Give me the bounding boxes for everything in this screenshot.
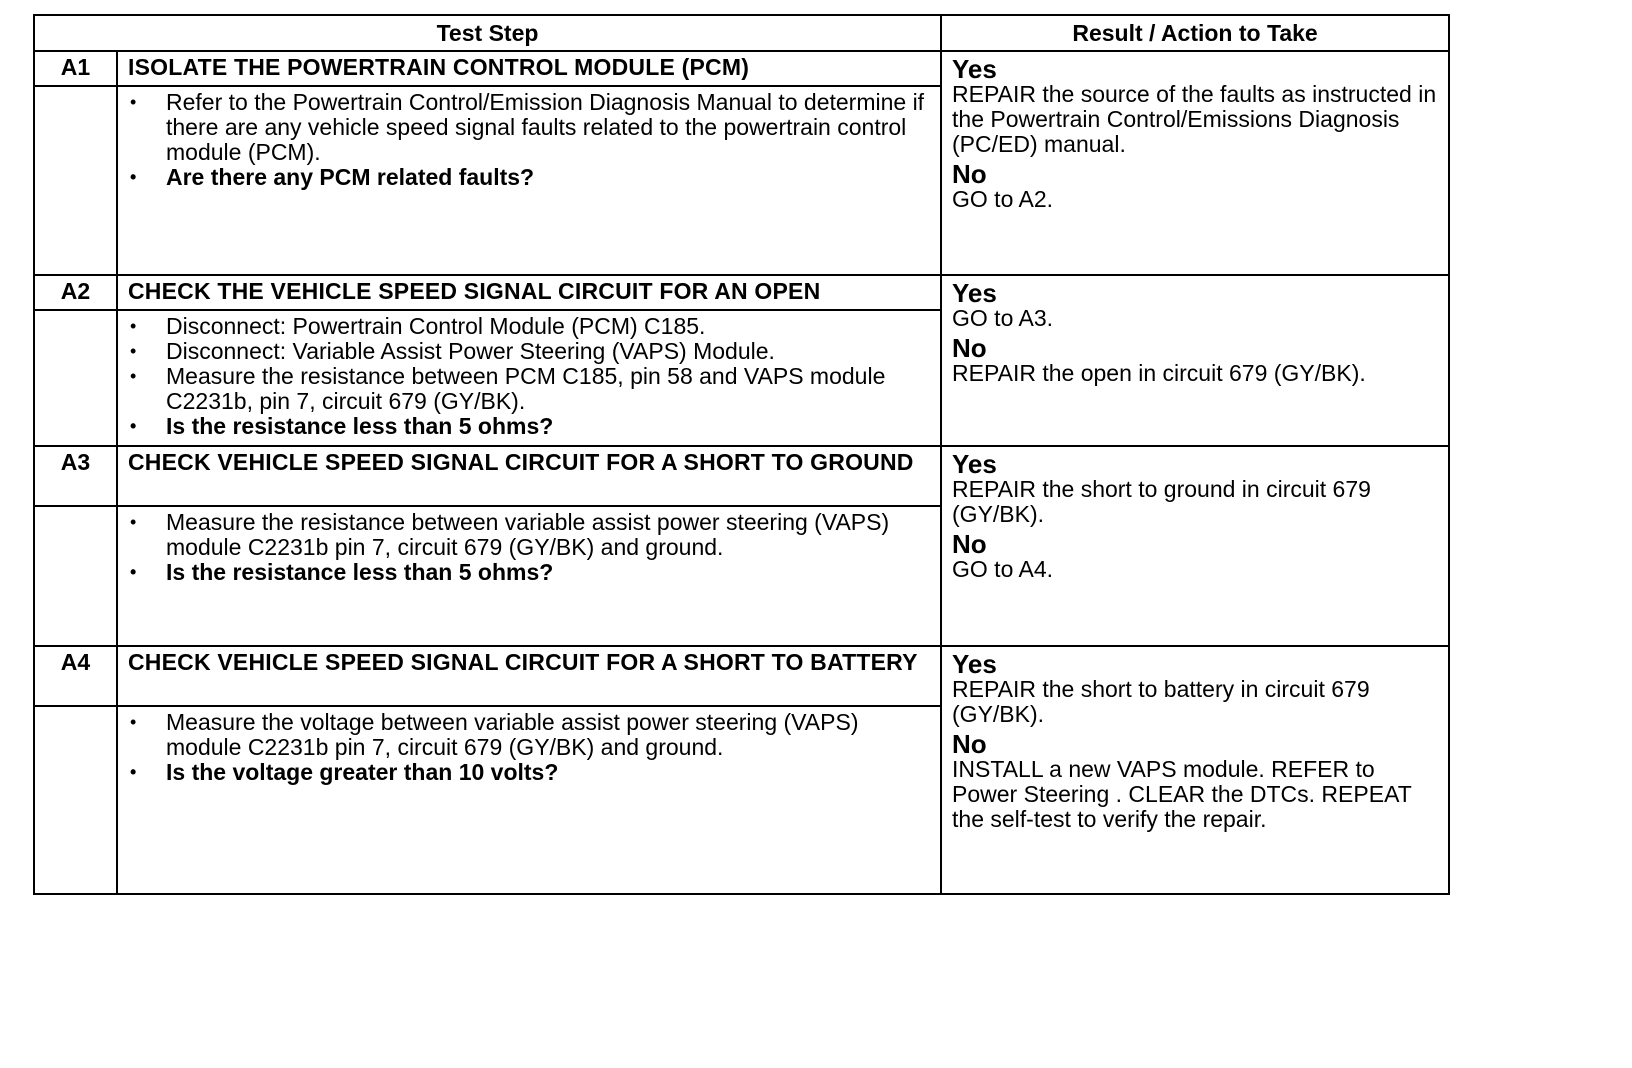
- no-label: No: [952, 729, 987, 759]
- no-action: INSTALL a new VAPS module. REFER to Power Steering . CLEAR the DTCs. REPEAT the self-test to verify the repair.: [952, 756, 1412, 832]
- yes-action: REPAIR the source of the faults as instructed in the Powertrain Control/Emissions Diagnosis (PC/ED) manual.: [952, 81, 1437, 157]
- step-a2-yes: [952, 280, 1438, 331]
- list-item: • Disconnect: Variable Assist Power Steering (VAPS) Module.: [128, 339, 930, 364]
- list-item: • Measure the resistance between PCM C185, pin 58 and VAPS module C2231b, pin 7, circuit 679 (GY/BK).: [128, 364, 930, 414]
- yes-action: REPAIR the short to ground in circuit 679 (GY/BK).: [952, 476, 1371, 527]
- step-a4-body: [117, 706, 941, 894]
- step-a4-title-row: [34, 646, 1449, 706]
- step-a4-title: CHECK VEHICLE SPEED SIGNAL CIRCUIT FOR A SHORT TO BATTERY: [117, 646, 941, 706]
- step-a1-id: A1: [34, 51, 117, 86]
- list-item-question: • Is the resistance less than 5 ohms?: [128, 414, 930, 439]
- yes-label: Yes: [952, 54, 997, 84]
- step-a1-no: [952, 161, 1438, 212]
- header-test-step: Test Step: [34, 15, 941, 51]
- step-a4-result: [941, 646, 1449, 894]
- step-a3-id-blank: [34, 506, 117, 646]
- step-a1-bullets: [128, 90, 930, 190]
- yes-action: GO to A3.: [952, 305, 1054, 331]
- step-a2-title: CHECK THE VEHICLE SPEED SIGNAL CIRCUIT FOR AN OPEN: [117, 275, 941, 310]
- step-a3-title: CHECK VEHICLE SPEED SIGNAL CIRCUIT FOR A SHORT TO GROUND: [117, 446, 941, 506]
- diagnostic-test-table: [33, 14, 1450, 895]
- step-a2-result: [941, 275, 1449, 446]
- step-a3-body: [117, 506, 941, 646]
- step-a4-yes: [952, 651, 1438, 727]
- step-a1-id-blank: [34, 86, 117, 275]
- no-label: No: [952, 159, 987, 189]
- list-item: • Refer to the Powertrain Control/Emission Diagnosis Manual to determine if there are any vehicle speed signal faults related to the powertrain control module (PCM).: [128, 90, 930, 165]
- yes-action: REPAIR the short to battery in circuit 679 (GY/BK).: [952, 676, 1370, 727]
- step-a1-title: ISOLATE THE POWERTRAIN CONTROL MODULE (PCM): [117, 51, 941, 86]
- list-item-question: • Is the voltage greater than 10 volts?: [128, 760, 930, 785]
- yes-label: Yes: [952, 649, 997, 679]
- step-a3-bullets: [128, 510, 930, 585]
- step-a3-result: [941, 446, 1449, 646]
- step-a3-no: [952, 531, 1438, 582]
- no-action: GO to A2.: [952, 186, 1054, 212]
- yes-label: Yes: [952, 278, 997, 308]
- list-item-question: • Is the resistance less than 5 ohms?: [128, 560, 930, 585]
- yes-label: Yes: [952, 449, 997, 479]
- step-a4-bullets: [128, 710, 930, 785]
- step-a3-id: A3: [34, 446, 117, 506]
- step-a4-id: A4: [34, 646, 117, 706]
- step-a2-no: [952, 335, 1438, 386]
- step-a1-result: [941, 51, 1449, 275]
- list-item: • Measure the voltage between variable assist power steering (VAPS) module C2231b pin 7, circuit 679 (GY/BK) and ground.: [128, 710, 930, 760]
- table-header-row: [34, 15, 1449, 51]
- step-a1-body: [117, 86, 941, 275]
- list-item: • Measure the resistance between variable assist power steering (VAPS) module C2231b pin 7, circuit 679 (GY/BK) and ground.: [128, 510, 930, 560]
- step-a2-bullets: [128, 314, 930, 439]
- list-item: • Disconnect: Powertrain Control Module (PCM) C185.: [128, 314, 930, 339]
- step-a2-id-blank: [34, 310, 117, 446]
- step-a2-id: A2: [34, 275, 117, 310]
- no-label: No: [952, 333, 987, 363]
- step-a3-title-row: [34, 446, 1449, 506]
- no-label: No: [952, 529, 987, 559]
- no-action: GO to A4.: [952, 556, 1054, 582]
- step-a3-yes: [952, 451, 1438, 527]
- list-item-question: • Are there any PCM related faults?: [128, 165, 930, 190]
- step-a4-id-blank: [34, 706, 117, 894]
- step-a1-title-row: [34, 51, 1449, 86]
- step-a4-no: [952, 731, 1438, 832]
- header-result-action: Result / Action to Take: [941, 15, 1449, 51]
- step-a2-title-row: [34, 275, 1449, 310]
- step-a2-body: [117, 310, 941, 446]
- step-a1-yes: [952, 56, 1438, 157]
- no-action: REPAIR the open in circuit 679 (GY/BK).: [952, 360, 1366, 386]
